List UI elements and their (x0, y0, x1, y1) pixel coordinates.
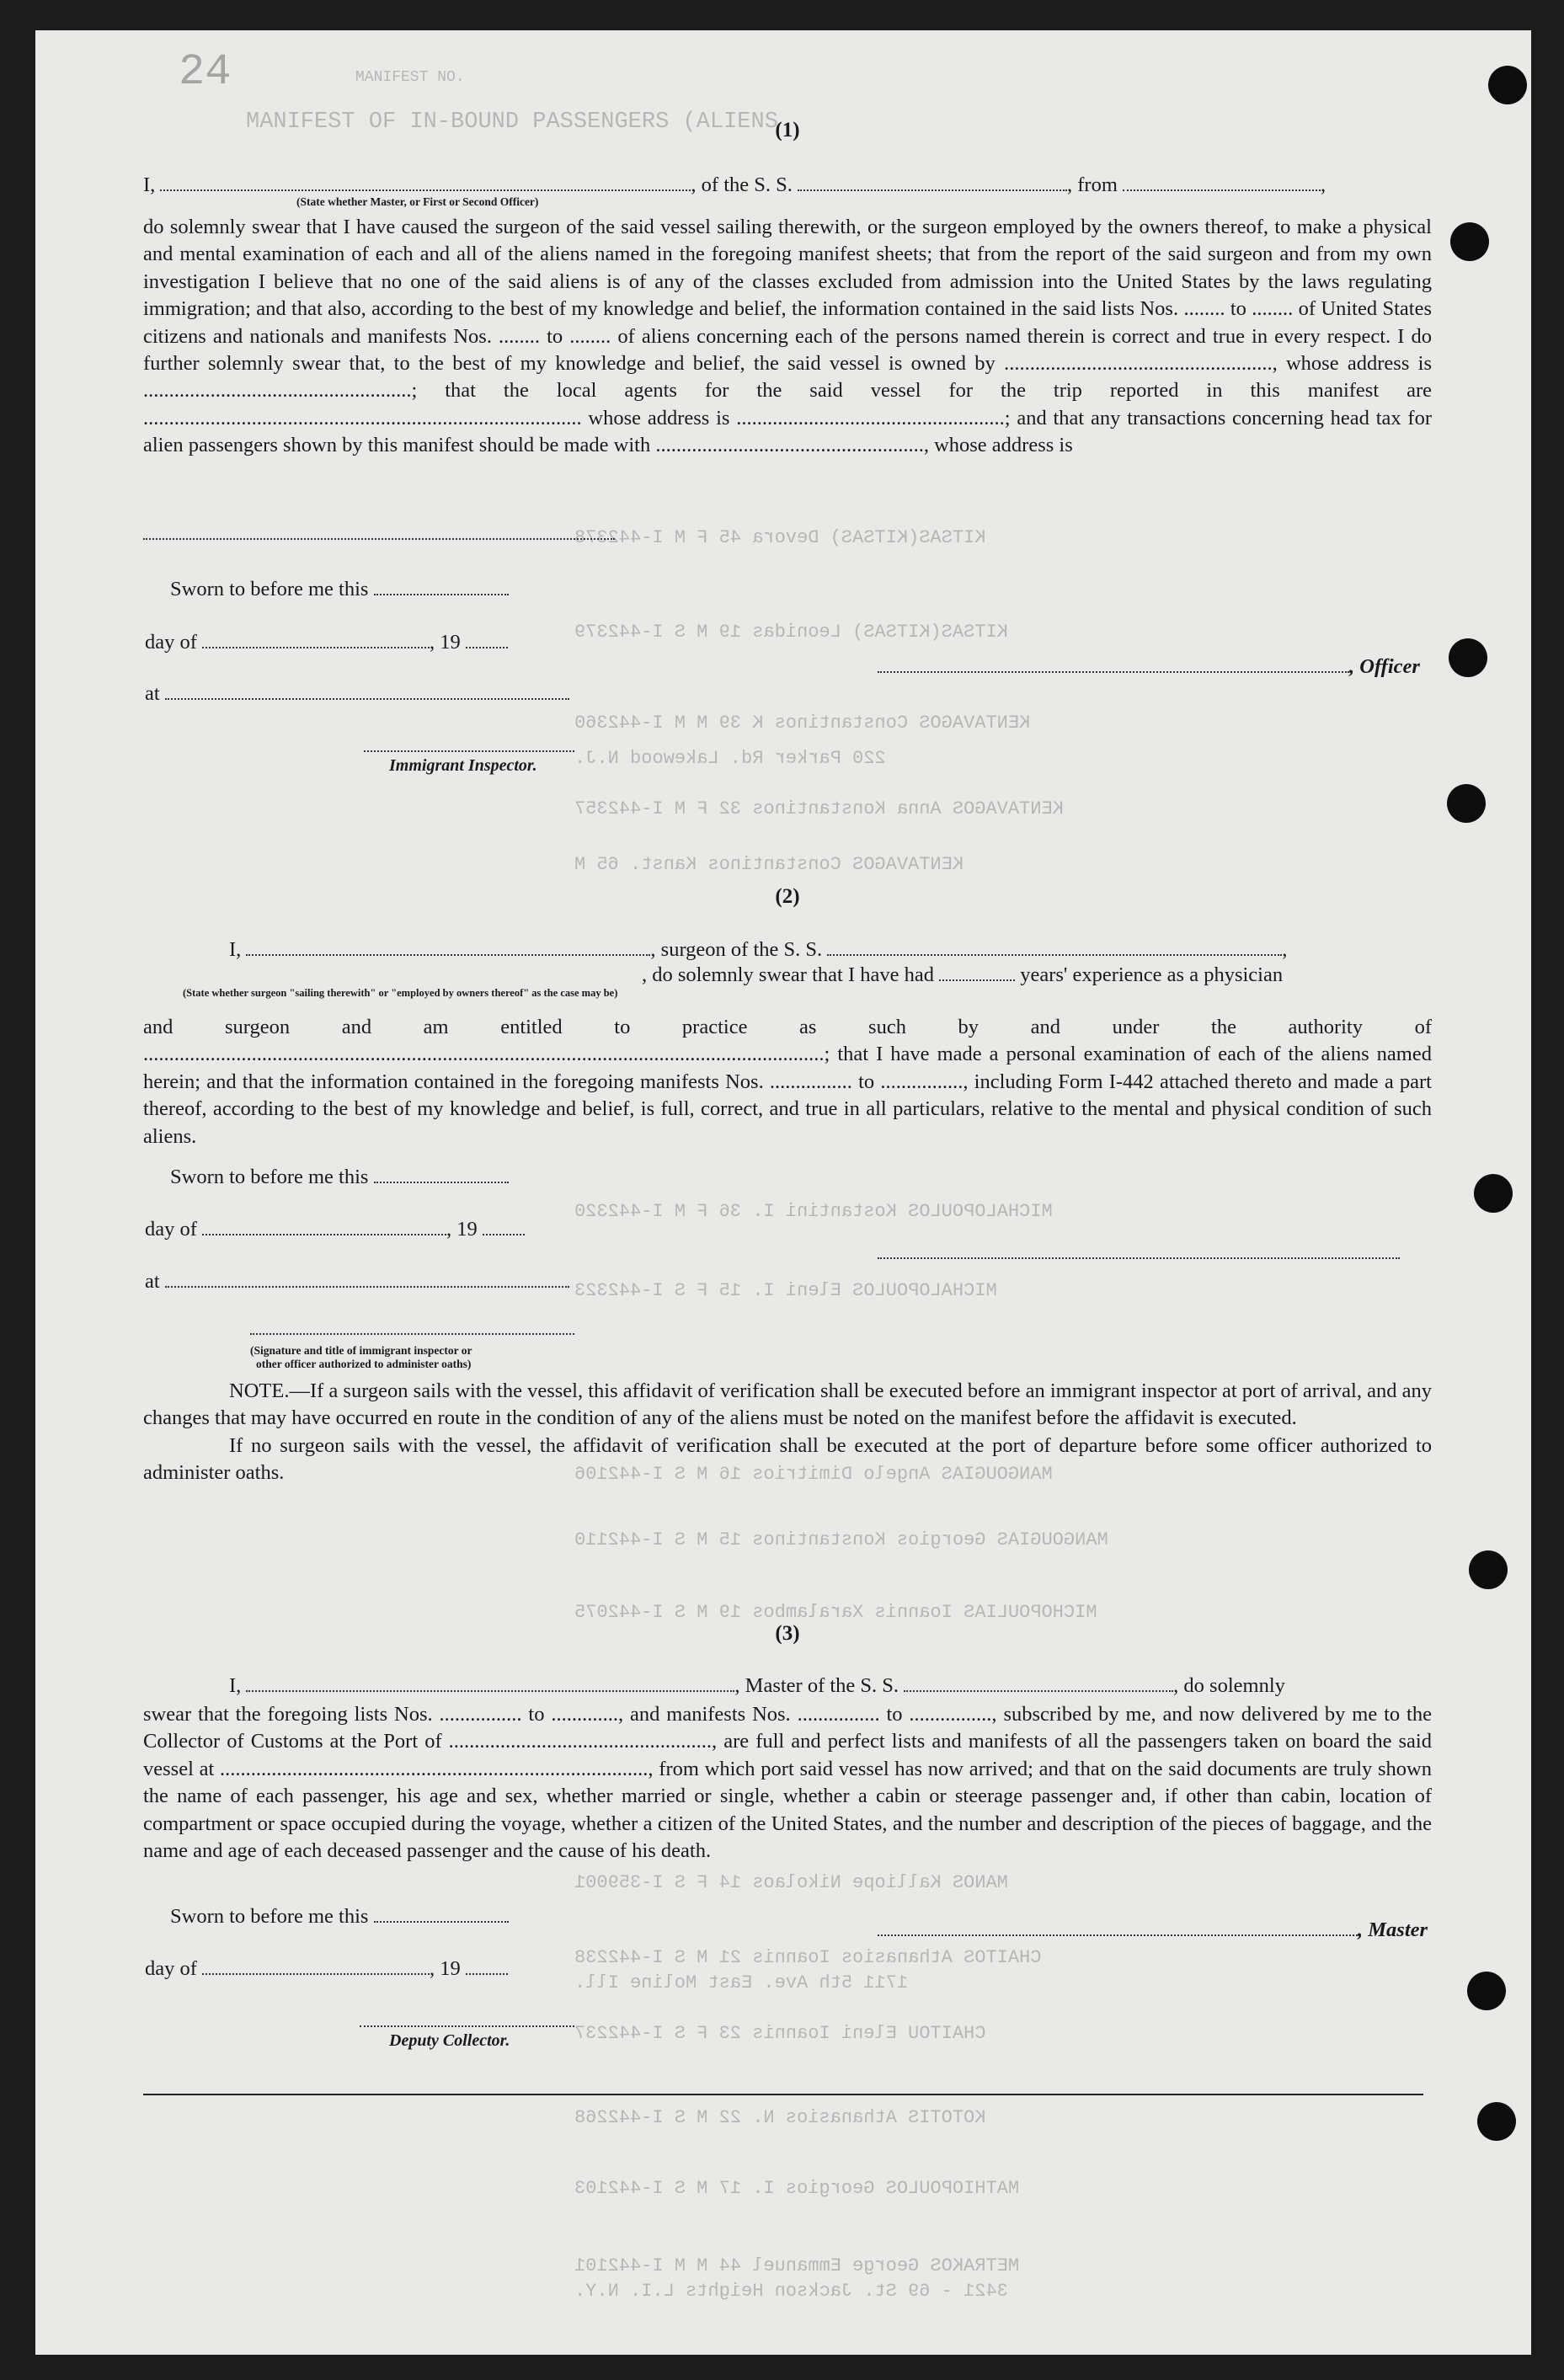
ghost-row: MATHIOPOULOS Georgios I. 17 M S I-442103 (574, 2178, 1020, 2199)
section-3-line-1: I, , Master of the S. S. , do solemnly (229, 1674, 1285, 1697)
day-of-field-2[interactable] (202, 1219, 446, 1235)
section-1-oath: do solemnly swear that I have caused the surgeon of the said vessel sailing therewith, or the surgeon employed by the owners thereof, to make a physical and mental examination of each and all of the aliens named in the foregoing manifest sheets; that from the report of the said surgeon and from my own investigation I believe that no one of the said aliens is of any of the classes excluded from admission into the United States by the laws regulating immigration; and that also, according to the best of my knowledge and belief, the information contained in the said lists Nos. ........ to ........ of United States citizens and nationals and manifests Nos. ........ to ........ of aliens concerning each of the persons named therein is correct and true in every respect. I do further solemnly swear that, to the best of my knowledge and belief, the said vessel is owned by ...................................................., whose address is ....................................................; that the local agents for the said vessel for the trip reported in this manifest are ..................................................................................... whose address is ....................................................; and that any transactions concerning head tax for alien passengers shown by this manifest should be made with ...................................................., whose address is (143, 216, 1432, 457)
ghost-row: METRAKOS George Emmanuel 44 M M I-442101 (574, 2255, 1020, 2276)
year-field-1[interactable] (466, 632, 508, 648)
section-2-line-2: , do solemnly swear that I have had years' experience as a physician (642, 963, 1284, 986)
sworn-date-field-2[interactable] (374, 1166, 509, 1183)
at-field-1[interactable] (165, 683, 569, 700)
vessel-name-field[interactable] (798, 174, 1067, 191)
punch-hole (1474, 1174, 1513, 1213)
punch-hole (1477, 2102, 1516, 2141)
punch-hole (1469, 1550, 1508, 1589)
section-1-day-of: day of , 19 (145, 631, 508, 654)
ghost-row: 220 Parker Rd. Lakewood N.J. (574, 748, 886, 769)
signature-note-2: other officer authorized to administer oaths) (256, 1358, 472, 1370)
master-signature-field[interactable] (878, 1919, 1358, 1936)
section-3-oath: swear that the foregoing lists Nos. ................ to ............., and manifests Nos. ................ to ................, subscribed by me, and now delivered by me to the Collector of Customs at the Port of ..................................................., are full and perfect lists and manifests of all the passengers taken on board the said vessel at ..................................................................................., from which port said vessel has now arrived; and that on the said documents are truly shown the name of each passenger, his age and sex, whether married or single, whether a cabin or steerage passenger and, if other than cabin, location of compartment or space occupied during the voyage, whether a citizen of the United States, and the number and description of the pieces of baggage, and the name and age of each deceased passenger and the cause of his death. (143, 1703, 1432, 1863)
collector-signature-line[interactable] (360, 2009, 574, 2033)
ghost-row: MICHOPOULIAS Ioannis Xaralambos 19 M S I-442075 (574, 1602, 1097, 1623)
section-3-heading: (3) (775, 1622, 800, 1645)
officer-signature-line-2[interactable] (250, 1317, 574, 1341)
officer-rank-note: (State whether Master, or First or Second Officer) (296, 195, 539, 208)
ghost-row: MANGOUGIAS Angelo Dimitrios 16 M S I-442106 (574, 1464, 1053, 1485)
section-2-oath: and surgeon and am entitled to practice as such by and under the authority of ....................................................................................................................................; that I have made a personal examination of each of the aliens named herein; and that the information contained in the foregoing manifests Nos. ................ to ................, including Form I-442 attached thereto and made a part thereof, according to the best of my knowledge and belief, is full, correct, and true in all particulars, relative to the mental and physical condition of such aliens. (143, 1016, 1432, 1148)
years-experience-field[interactable] (939, 964, 1015, 981)
surgeon-signature-line[interactable] (878, 1241, 1400, 1265)
inspector-signature-line[interactable] (364, 734, 574, 758)
manifest-page (35, 30, 1531, 2355)
ghost-row: 3421 - 69 St. Jackson Heights L.I. N.Y. (574, 2281, 1008, 2302)
surgeon-type-note: (State whether surgeon "sailing therewith" or "employed by owners thereof" as the case may be) (183, 987, 618, 999)
vessel-name-field-3[interactable] (904, 1675, 1173, 1692)
surgeon-name-field[interactable] (246, 939, 650, 956)
ghost-title: MANIFEST OF IN-BOUND PASSENGERS (ALIENS (246, 109, 778, 135)
at-field-2[interactable] (165, 1271, 569, 1288)
punch-hole (1450, 222, 1489, 261)
section-2-sworn: Sworn to before me this (170, 1166, 509, 1189)
master-signature-line: , Master (878, 1918, 1428, 1942)
ghost-row: CHAITOU Eleni Ioannis 23 F S I-442237 (574, 2023, 986, 2044)
section-2-line-1: I, , surgeon of the S. S. , (229, 938, 1288, 961)
section-1-sworn: Sworn to before me this (170, 578, 509, 601)
ghost-row: MICHALOPOULOS Eleni I. 15 F S I-442323 (574, 1280, 997, 1301)
section-1-blank-line[interactable] (143, 522, 615, 546)
section-2-heading: (2) (775, 885, 800, 908)
sworn-date-field-3[interactable] (374, 1906, 509, 1923)
vessel-name-field-2[interactable] (827, 939, 1282, 956)
year-field-2[interactable] (483, 1219, 525, 1235)
ghost-row: MICHALOPOULOS Kostantini I. 36 F M I-442320 (574, 1201, 1053, 1222)
day-of-field-3[interactable] (202, 1958, 430, 1975)
bottom-rule (143, 2094, 1423, 2095)
section-3-sworn: Sworn to before me this (170, 1905, 509, 1929)
note-label: NOTE. (229, 1379, 290, 1402)
section-2-day-of: day of , 19 (145, 1218, 525, 1241)
punch-hole (1467, 1972, 1506, 2010)
ghost-row: CHAITOS Athanasios Ioannis 21 M S I-442238 (574, 1947, 1042, 1968)
ghost-row: KENTAVAGOS Anna Konstantinos 32 F M I-442357 (574, 798, 1064, 819)
section-3-day-of: day of , 19 (145, 1957, 508, 1981)
section-1-line-1: I, , of the S. S. , from , (143, 173, 1326, 196)
officer-name-field[interactable] (160, 174, 691, 191)
year-field-3[interactable] (466, 1958, 508, 1975)
ghost-row: MANGOUGIAS Georgios Konstantinos 15 M S I-442110 (574, 1529, 1108, 1550)
ghost-row: KITSAS(KITSAS) Leonidas 19 M S I-442379 (574, 622, 1008, 643)
sworn-date-field-1[interactable] (374, 579, 509, 595)
stamp-number: 24 (179, 47, 232, 97)
punch-hole (1447, 784, 1486, 823)
section-2-at: at (145, 1270, 569, 1294)
deputy-collector-label: Deputy Collector. (389, 2031, 510, 2050)
punch-hole (1488, 66, 1527, 104)
section-1-heading: (1) (775, 119, 800, 141)
immigrant-inspector-label: Immigrant Inspector. (389, 756, 537, 775)
master-name-field[interactable] (246, 1675, 734, 1692)
punch-hole (1449, 638, 1487, 677)
ghost-row: KITSAS(KITSAS) Devora 45 F M I-442378 (574, 527, 986, 548)
signature-note-1: (Signature and title of immigrant inspector or (250, 1344, 472, 1357)
section-1-at: at (145, 682, 569, 706)
ghost-row: MANOS Kalliope Nikolaos 14 F S I-359001 (574, 1872, 1008, 1893)
officer-signature-field[interactable] (878, 656, 1349, 673)
ghost-row: KOTOTIS Athanasios N. 22 M S I-442268 (574, 2107, 986, 2128)
officer-signature-line: , Officer (878, 655, 1420, 679)
note-block: NOTE.—If a surgeon sails with the vessel, this affidavit of verification shall be executed before an immigrant inspector at port of arrival, and any changes that may have occurred en route in the condition of any of the aliens must be noted on the manifest before the affidavit is executed. If no surgeon sails with the vessel, the affidavit of verification shall be executed at the port of departure before some officer authorized to administer oaths. (143, 1379, 1432, 1485)
ghost-row: KENTAVAGOS Constantinos K 39 M M I-442360 (574, 712, 1031, 734)
ghost-row: KENTAVAGOS Constantinos Kanst. 65 M (574, 854, 964, 875)
ghost-manifest-no: MANIFEST NO. (355, 69, 465, 86)
day-of-field-1[interactable] (202, 632, 430, 648)
from-port-field[interactable] (1123, 174, 1321, 191)
ghost-row: 1711 5th Ave. East Moline Ill. (574, 1972, 909, 1993)
